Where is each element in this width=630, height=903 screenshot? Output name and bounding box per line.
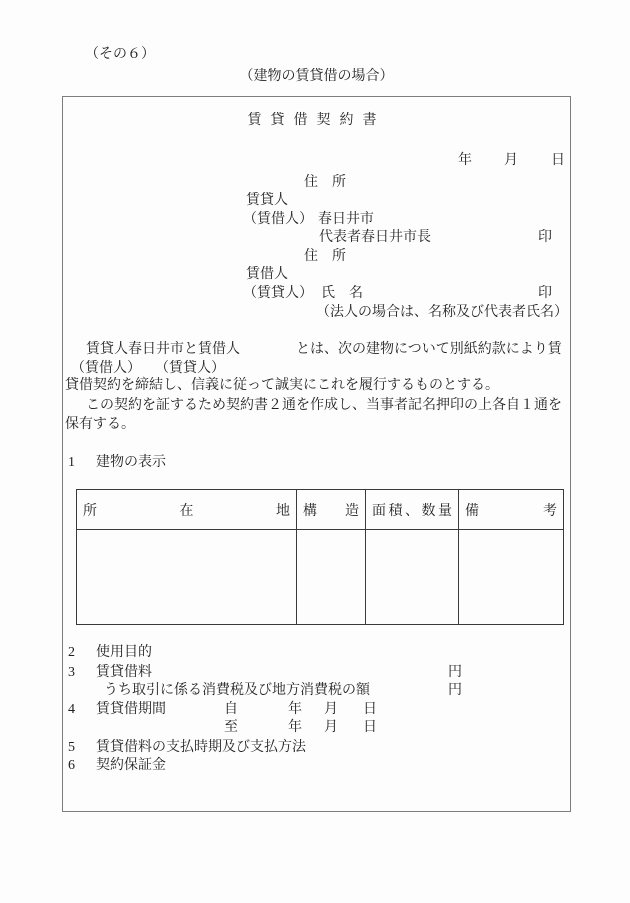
item-purpose-label: 使用目的 <box>96 645 152 660</box>
period-from-year-label: 年 <box>288 702 302 717</box>
lessee-address-label: 住 所 <box>304 249 346 264</box>
period-from-label: 自 <box>224 702 238 717</box>
period-from-month-label: 月 <box>324 702 338 717</box>
period-to-label: 至 <box>224 720 238 735</box>
item-payment-number: 5 <box>68 740 75 755</box>
item-building-number: 1 <box>68 455 75 470</box>
item-deposit-line <box>63 756 570 832</box>
table-cell-structure <box>297 530 366 625</box>
lessee-alt-role-label: （賃貸人） <box>243 286 313 301</box>
item-deposit-label: 契約保証金 <box>96 758 166 773</box>
period-to-month-label: 月 <box>324 720 338 735</box>
date-year-label: 年 <box>458 153 472 168</box>
lessee-seal-mark: 印 <box>538 286 552 301</box>
building-table-body-row <box>77 530 564 625</box>
corporate-note: （法人の場合は、名称及び代表者氏名） <box>316 305 568 320</box>
period-from-day-label: 日 <box>363 702 377 717</box>
building-table-header-row <box>77 490 564 530</box>
building-table <box>76 489 564 625</box>
contract-title: 賃貸借契約書 <box>247 113 386 128</box>
table-header-area: 面 積 、 数 量 <box>372 503 452 519</box>
body-line-1: 賃貸人春日井市と賃借人 とは、次の建物について別紙約款により賃 <box>86 342 562 357</box>
case-label: （建物の賃貸借の場合） <box>239 69 394 84</box>
lessor-role-label: 賃貸人 <box>246 193 288 208</box>
table-header-remarks: 備 考 <box>465 503 557 519</box>
date-month-label: 月 <box>504 153 518 168</box>
lessor-name: 春日井市 <box>318 212 374 227</box>
lessor-address-label: 住 所 <box>304 175 346 190</box>
item-period-label: 賃貸借期間 <box>96 702 166 717</box>
item-payment-label: 賃貸借料の支払時期及び支払方法 <box>96 740 306 755</box>
body-line-5: 保有する。 <box>65 417 135 432</box>
period-to-day-label: 日 <box>363 720 377 735</box>
body-line-4: この契約を証するため契約書２通を作成し、当事者記名押印の上各自１通を <box>86 398 562 413</box>
date-day-label: 日 <box>551 153 565 168</box>
contract-box <box>62 96 571 812</box>
lessee-name-label: 氏 名 <box>321 286 363 301</box>
lessor-representative: 代表者春日井市長 <box>319 230 431 245</box>
table-header-structure: 構 造 <box>303 503 359 519</box>
item-rent-unit: 円 <box>448 665 462 680</box>
table-cell-location <box>77 530 297 625</box>
item-tax-unit: 円 <box>448 683 462 698</box>
item-period-number: 4 <box>68 702 75 717</box>
lessor-seal-mark: 印 <box>538 230 552 245</box>
item-building-label: 建物の表示 <box>96 455 166 470</box>
table-cell-remarks <box>459 530 564 625</box>
body-line-3: 貸借契約を締結し、信義に従って誠実にこれを履行するものとする。 <box>65 378 499 393</box>
period-to-year-label: 年 <box>288 720 302 735</box>
item-tax-label: うち取引に係る消費税及び地方消費税の額 <box>104 683 370 698</box>
item-rent-label: 賃貸借料 <box>96 665 152 680</box>
item-rent-number: 3 <box>68 665 75 680</box>
item-purpose-number: 2 <box>68 645 75 660</box>
item-deposit-number: 6 <box>68 758 75 773</box>
page-label: （その６） <box>85 47 155 62</box>
table-cell-area <box>366 530 459 625</box>
lessor-alt-role-label: （賃借人） <box>243 212 313 227</box>
body-line-2: （賃借人） （賃貸人） <box>71 361 225 376</box>
table-header-location: 所 在 地 <box>83 503 290 519</box>
lessee-role-label: 賃借人 <box>246 267 288 282</box>
